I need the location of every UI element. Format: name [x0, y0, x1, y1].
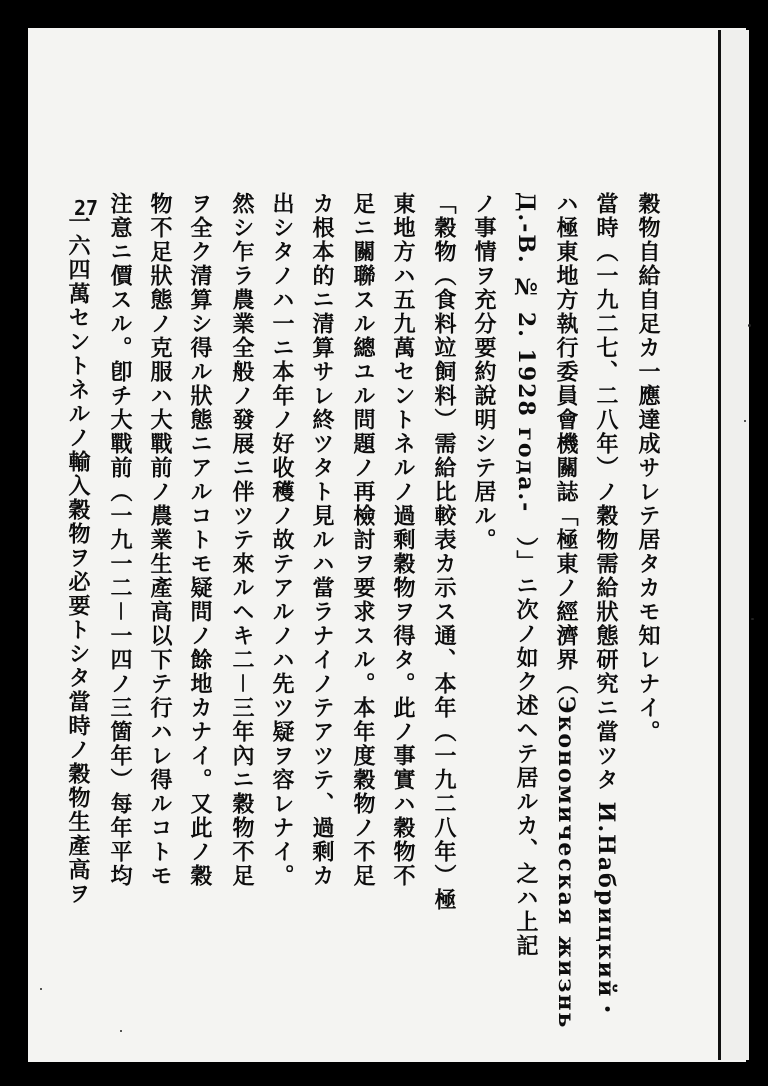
text-line: 注意ニ價スル。卽チ大戰前（一九一二－一四ノ三箇年）每年平均 [107, 192, 133, 889]
text-line: ハ極東地方執行委員會機關誌「極東ノ經濟界（Экономическая жизнь [553, 192, 579, 1030]
scan-speck [120, 1030, 122, 1032]
text-line: カ根本的ニ清算サレ終ツタト見ルハ當ラナイノテアツテ、過剩カ [309, 192, 335, 888]
text-line: ノ事情ヲ充分要約說明シテ居ル。 [471, 192, 497, 552]
text-line: 然シ乍ラ農業全般ノ發展ニ伴ツテ來ルヘキ二－三年內ニ穀物不足 [229, 192, 255, 889]
text-line: 當時（一九二七、二八年）ノ穀物需給狀態研究ニ當ツタ И.Набрицкий・ [593, 192, 619, 1023]
text-line: Д.-В. № 2. 1928 года.- ）」ニ次ノ如ク述ヘテ居ルカ、之ハ上記 [513, 192, 539, 959]
text-line: 足ニ關聯スル總ユル問題ノ再檢討ヲ要求スル。本年度穀物ノ不足 [350, 192, 376, 888]
scan-speck [40, 988, 42, 990]
text-line: 東地方ハ五九萬セントネルノ過剩穀物ヲ得タ。此ノ事實ハ穀物不 [390, 192, 416, 888]
scan-speck [751, 618, 754, 620]
scan-speck [744, 420, 746, 422]
text-line: 「穀物（食料竝飼料）需給比較表カ示ス通、本年（一九二八年）極 [431, 192, 457, 912]
text-line: 物不足狀態ノ克服ハ大戰前ノ農業生產高以下テ行ハレ得ルコトモ [147, 192, 173, 888]
text-line: ヲ全ク清算シ得ル狀態ニアルコトモ疑問ノ餘地カナイ。又此ノ穀 [187, 192, 213, 888]
text-line: 一六四萬セントネルノ輸入穀物ヲ必要トシタ當時ノ穀物生產高ヲ [65, 210, 91, 906]
page-number: 27 [74, 196, 99, 220]
text-line: 出シタノハ一ニ本年ノ好收穫ノ故テアルノハ先ツ疑ヲ容レナイ。 [269, 192, 295, 888]
text-line: 穀物自給自足カ一應達成サレテ居タカモ知レナイ。 [635, 192, 661, 744]
scan-speck [748, 324, 751, 327]
page-edge-strip [718, 30, 749, 1060]
